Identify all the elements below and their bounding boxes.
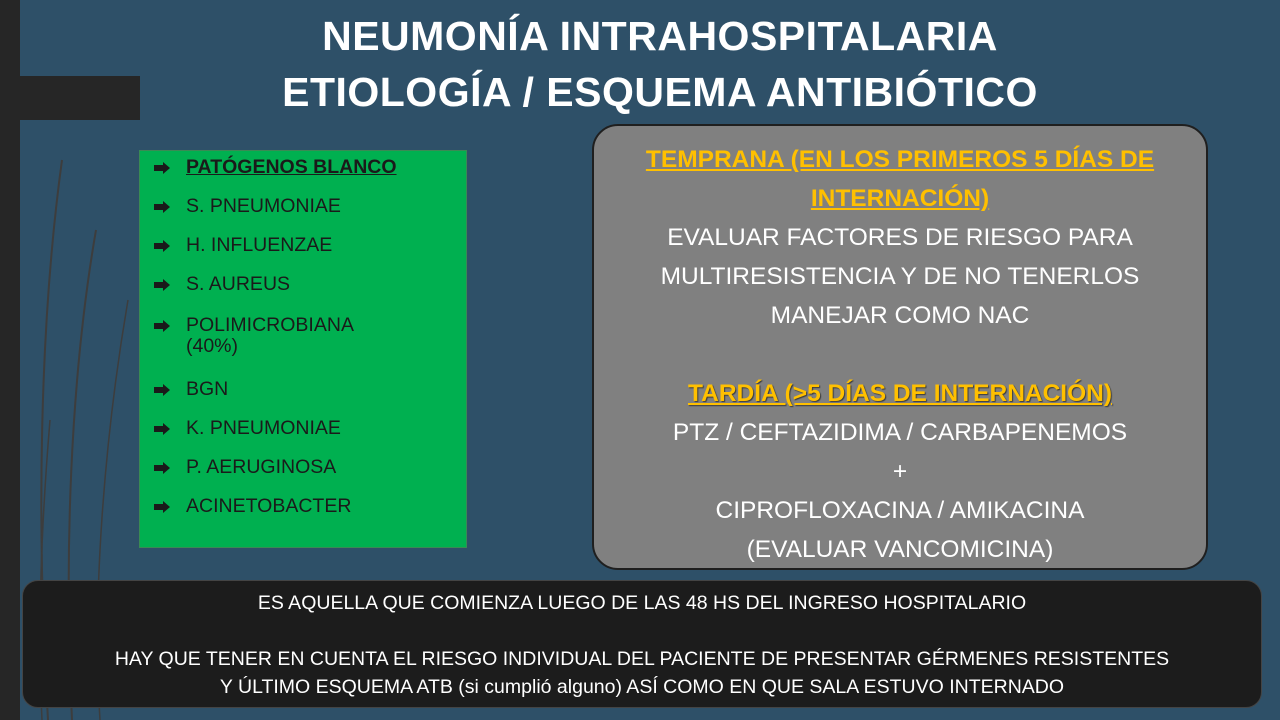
- definition-line: Y ÚLTIMO ESQUEMA ATB (si cumplió alguno) ASÍ COMO EN QUE SALA ESTUVO INTERNADO: [219, 676, 1065, 698]
- early-onset-text: MANEJAR COMO NAC: [770, 302, 1030, 329]
- arrow-bullet-icon: [154, 315, 186, 357]
- list-item-label: ACINETOBACTER: [186, 495, 352, 517]
- early-onset-text: MULTIRESISTENCIA Y DE NO TENERLOS: [660, 263, 1140, 290]
- title-line-2: ETIOLOGÍA / ESQUEMA ANTIBIÓTICO: [282, 69, 1038, 115]
- list-item-label: PATÓGENOS BLANCO: [186, 156, 397, 178]
- late-onset-text: (EVALUAR VANCOMICINA): [746, 536, 1054, 563]
- late-onset-text: PTZ / CEFTAZIDIMA / CARBAPENEMOS: [672, 419, 1128, 446]
- list-item: [154, 235, 454, 256]
- list-item: [154, 315, 374, 357]
- list-item: [154, 457, 454, 478]
- spacer: [23, 617, 1261, 645]
- late-onset-text: CIPROFLOXACINA / AMIKACINA: [715, 497, 1085, 524]
- list-item: [154, 379, 454, 400]
- list-item: [154, 496, 454, 517]
- list-item-label: H. INFLUENZAE: [186, 234, 333, 256]
- list-item: [154, 418, 454, 439]
- late-onset-heading: TARDÍA (>5 DÍAS DE INTERNACIÓN): [687, 380, 1112, 407]
- late-onset-plus: +: [892, 458, 908, 485]
- arrow-bullet-icon: [154, 157, 186, 178]
- early-onset-heading: TEMPRANA (EN LOS PRIMEROS 5 DÍAS DE: [645, 146, 1155, 173]
- arrow-bullet-icon: [154, 418, 186, 439]
- pathogens-box: [139, 150, 467, 548]
- spacer: [594, 335, 1206, 374]
- arrow-bullet-icon: [154, 457, 186, 478]
- list-item: [154, 274, 454, 295]
- early-onset-heading-cont: INTERNACIÓN): [810, 185, 990, 212]
- list-item-label: K. PNEUMONIAE: [186, 417, 341, 439]
- definition-box: [22, 580, 1262, 708]
- list-item-label: P. AERUGINOSA: [186, 456, 337, 478]
- list-item-label: BGN: [186, 378, 229, 400]
- arrow-bullet-icon: [154, 196, 186, 217]
- early-onset-text: EVALUAR FACTORES DE RIESGO PARA: [667, 224, 1133, 251]
- slide-title: [160, 8, 1160, 120]
- title-line-1: NEUMONÍA INTRAHOSPITALARIA: [322, 13, 998, 59]
- list-item-label: POLIMICROBIANA (40%): [186, 314, 353, 357]
- arrow-bullet-icon: [154, 379, 186, 400]
- list-item-target-pathogens: [154, 157, 454, 178]
- definition-line: HAY QUE TENER EN CUENTA EL RIESGO INDIVIDUAL DEL PACIENTE DE PRESENTAR GÉRMENES RESISTENTES: [114, 648, 1170, 670]
- arrow-bullet-icon: [154, 496, 186, 517]
- treatment-panel: [592, 124, 1208, 570]
- arrow-bullet-icon: [154, 274, 186, 295]
- arrow-bullet-icon: [154, 235, 186, 256]
- list-item-label: S. PNEUMONIAE: [186, 195, 341, 217]
- list-item-label: S. AUREUS: [186, 273, 291, 295]
- definition-line: ES AQUELLA QUE COMIENZA LUEGO DE LAS 48 HS DEL INGRESO HOSPITALARIO: [257, 592, 1027, 614]
- list-item: [154, 196, 454, 217]
